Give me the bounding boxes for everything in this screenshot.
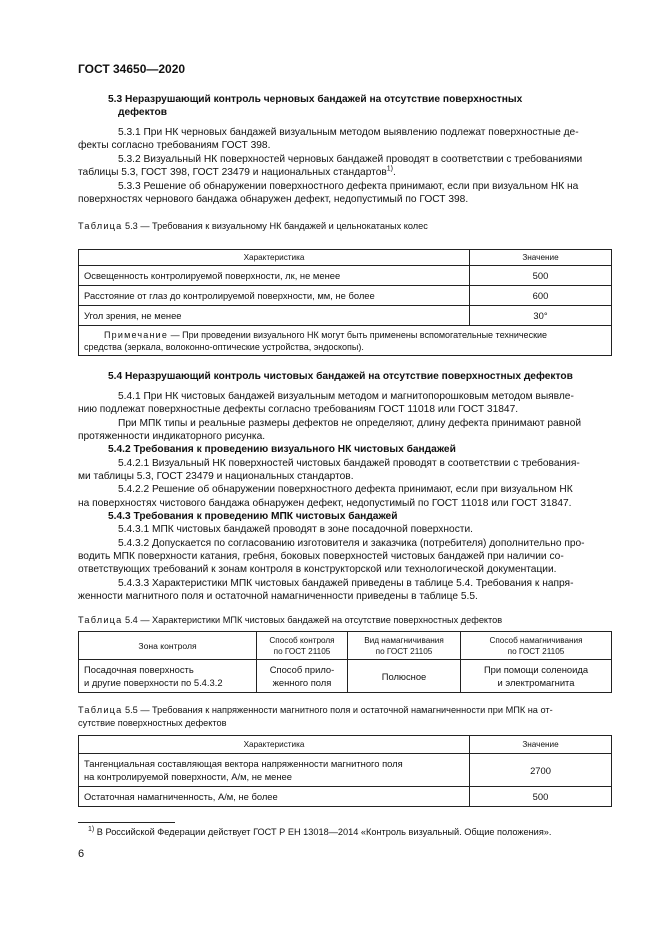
para-5-3-3-line2: поверхностях чернового бандажа обнаружен дефект, недопустимый по ГОСТ 398.: [78, 194, 469, 205]
section-5-4-2-heading: 5.4.2 Требования к проведению визуального НК чистовых бандажей: [108, 444, 456, 455]
para-5-4-3-2-line2: водить МПК поверхности катания, гребня, боковых поверхностей чистовых бандажей при наличии со-: [78, 551, 564, 562]
para-5-3-2-line2: таблицы 5.3, ГОСТ 398, ГОСТ 23479 и национальных стандартов$^{1)}$.: [78, 165, 396, 178]
para-5-3-1-line1: 5.3.1 При НК черновых бандажей визуальным методом выявлению подлежат поверхностные де-: [118, 127, 579, 138]
table-5-4-header-zone: Зона контроля: [79, 632, 257, 660]
table-5-5-caption-cont: сутствие поверхностных дефектов: [78, 718, 227, 728]
table-5-5-header-value: Значение: [470, 736, 612, 754]
table-5-3: [78, 249, 612, 356]
table-5-4-header-magnetization-type: Вид намагничивания по ГОСТ 21105: [348, 632, 461, 660]
footnote-separator: [78, 822, 175, 823]
table-row: Освещенность контролируемой поверхности, лк, не менее 500: [79, 266, 612, 286]
para-5-4-3-3-line1: 5.4.3.3 Характеристики МПК чистовых бандажей приведены в таблице 5.4. Требования к напря-: [118, 578, 574, 589]
para-5-4-1-line1: 5.4.1 При НК чистовых бандажей визуальным методом и магнитопорошковым методом выявле-: [118, 391, 574, 402]
para-5-4-1-line2: нию подлежат поверхностные дефекты согласно требованиям ГОСТ 11018 или ГОСТ 31847.: [78, 404, 519, 415]
document-header: ГОСТ 34650—2020: [78, 62, 186, 76]
table-5-4-header-magnetization-method: Способ намагничивания по ГОСТ 21105: [461, 632, 612, 660]
para-5-3-1-line2: фекты согласно требованиям ГОСТ 398.: [78, 140, 271, 151]
para-5-4-3-1: 5.4.3.1 МПК чистовых бандажей проводят в зоне посадочной поверхности.: [118, 524, 473, 535]
table-row: Остаточная намагниченность, А/м, не более 500: [79, 787, 612, 807]
section-5-3-heading: 5.3 Неразрушающий контроль черновых бандажей на отсутствие поверхностных: [108, 94, 523, 105]
table-5-4-caption: Таблица 5.4 — Характеристики МПК чистовых бандажей на отсутствие поверхностных дефектов: [78, 615, 503, 625]
section-5-3-heading-cont: дефектов: [118, 107, 168, 118]
table-5-5-header-characteristic: Характеристика: [79, 736, 470, 754]
table-5-5-caption: Таблица 5.5 — Требования к напряженности магнитного поля и остаточной намагниченности при МПК на от-: [78, 705, 553, 715]
table-row: Посадочная поверхность и другие поверхности по 5.4.3.2 Способ прило- женного поля Полюсное При помощи соленоида и электромагнита: [79, 660, 612, 693]
section-5-4-heading: 5.4 Неразрушающий контроль чистовых бандажей на отсутствие поверхностных дефектов: [108, 371, 573, 382]
para-5-3-3-line1: 5.3.3 Решение об обнаружении поверхностного дефекта принимают, если при визуальном НК на: [118, 181, 579, 192]
table-row: Расстояние от глаз до контролируемой поверхности, мм, не более 600: [79, 286, 612, 306]
para-5-4-3-2-line1: 5.4.3.2 Допускается по согласованию изготовителя и заказчика (потребителя) дополнительно про-: [118, 538, 585, 549]
footnote-ref: 1): [386, 165, 394, 173]
table-5-3-header-characteristic: Характеристика: [79, 250, 470, 266]
para-5-4-3-3-line2: женности магнитного поля и остаточной намагниченности приведены в таблице 5.5.: [78, 591, 478, 602]
table-5-3-header-value: Значение: [470, 250, 612, 266]
footnote: $^{1)}$ В Российской Федерации действует ГОСТ Р ЕН 13018—2014 «Контроль визуальный. Общие положения».: [88, 825, 552, 837]
para-5-3-2-line1: 5.3.2 Визуальный НК поверхностей черновых бандажей проводят в соответствии с требованиями: [118, 154, 583, 165]
table-5-4: [78, 631, 612, 693]
para-5-4-2-1-line2: ми таблицы 5.3, ГОСТ 23479 и национальных стандартов.: [78, 471, 354, 482]
table-5-5: [78, 735, 612, 807]
table-5-4-header-method: Способ контроля по ГОСТ 21105: [257, 632, 348, 660]
page-number: 6: [78, 848, 85, 860]
para-5-4-2-2-line2: на поверхностях чистового бандажа обнаружен дефект, недопустимый по ГОСТ 11018 или ГОСТ 31847.: [78, 498, 572, 509]
table-row: Тангенциальная составляющая вектора напряженности магнитного поля на контролируемой поверхности, А/м, не менее 2700: [79, 754, 612, 787]
table-row: Угол зрения, не менее 30°: [79, 306, 612, 326]
para-5-4-3-2-line3: ответствующих требований к зонам контроля в конструкторской или технологической документации.: [78, 564, 557, 575]
section-5-4-3-heading: 5.4.3 Требования к проведению МПК чистовых бандажей: [108, 511, 398, 522]
para-5-4-2-1-line1: 5.4.2.1 Визуальный НК поверхностей чистовых бандажей проводят в соответствии с требования-: [118, 458, 580, 469]
table-5-3-caption: Таблица 5.3 — Требования к визуальному НК бандажей и цельнокатаных колес: [78, 221, 428, 231]
table-5-3-note: Примечание — При проведении визуального НК могут быть применены вспомогательные технические средства (зеркала, волоконно-оптические устройства, эндоскопы).: [79, 326, 612, 356]
para-5-4-1b-line1: При МПК типы и реальные размеры дефектов не определяют, длину дефекта принимают равной: [118, 418, 582, 429]
para-5-4-2-2-line1: 5.4.2.2 Решение об обнаружении поверхностного дефекта принимают, если при визуальном НК: [118, 484, 573, 495]
table-5-3-note-row: [79, 326, 612, 356]
para-5-4-1b-line2: протяженности индикаторного рисунка.: [78, 431, 266, 442]
